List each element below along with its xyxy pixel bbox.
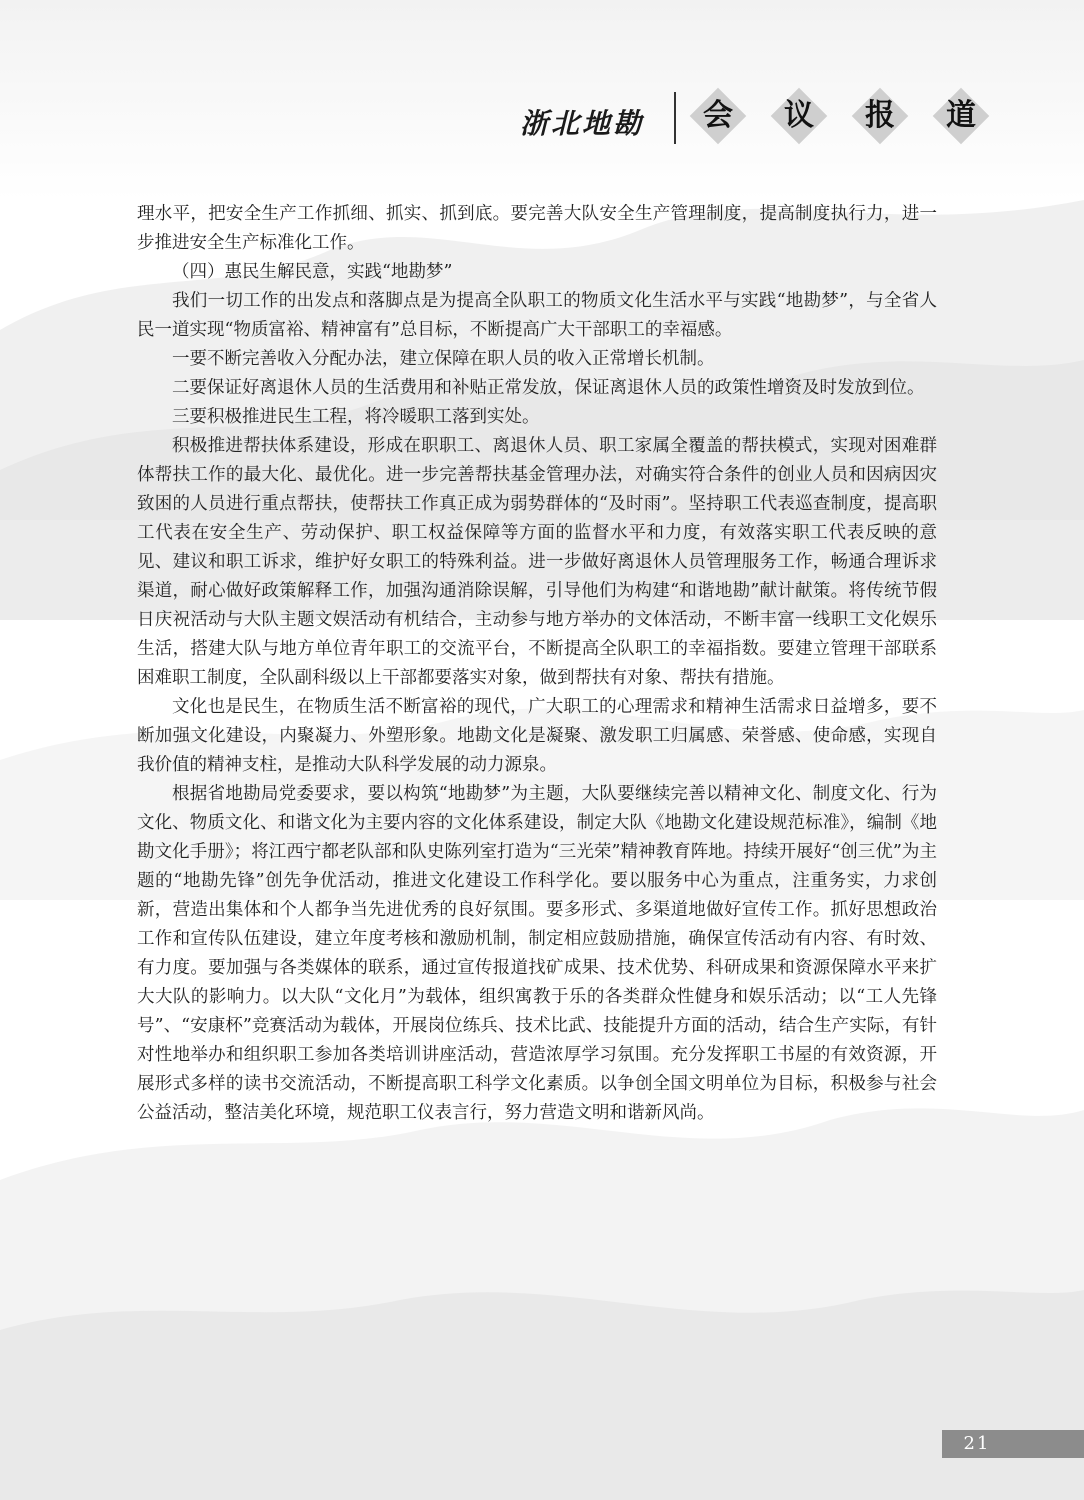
section-char-box bbox=[690, 88, 746, 144]
section-char: 会 bbox=[703, 98, 733, 133]
section-char-box bbox=[852, 88, 908, 144]
page-number: 21 bbox=[963, 1433, 991, 1454]
section-char-box bbox=[771, 88, 827, 144]
section-title bbox=[690, 88, 1014, 144]
paragraph: 文化也是民生，在物质生活不断富裕的现代，广大职工的心理需求和精神生活需求日益增多，要不断加强文化建设，内聚凝力、外塑形象。地勘文化是凝聚、激发职工归属感、荣誉感、使命感，实现自我价值的精神支柱，是推动大队科学发展的动力源泉。 bbox=[137, 697, 937, 775]
magazine-name: 浙北地勘 bbox=[520, 107, 645, 140]
paragraph: 二要保证好离退休人员的生活费用和补贴正常发放，保证离退休人员的政策性增资及时发放到位。 bbox=[172, 378, 925, 398]
section-char: 报 bbox=[865, 98, 895, 133]
section-heading: （四）惠民生解民意，实践“地勘梦” bbox=[172, 262, 453, 282]
section-char: 道 bbox=[946, 98, 976, 133]
page-header bbox=[0, 60, 1084, 170]
paragraph: 一要不断完善收入分配办法，建立保障在职人员的收入正常增长机制。 bbox=[172, 349, 715, 369]
header-divider bbox=[674, 92, 676, 144]
paragraph: 我们一切工作的出发点和落脚点是为提高全队职工的物质文化生活水平与实践“地勘梦”，与全省人民一道实现“物质富裕、精神富有”总目标，不断提高广大干部职工的幸福感。 bbox=[137, 291, 937, 340]
paragraph: 三要积极推进民生工程，将冷暖职工落到实处。 bbox=[172, 407, 540, 427]
section-char-box bbox=[933, 88, 989, 144]
paragraph: 理水平，把安全生产工作抓细、抓实、抓到底。要完善大队安全生产管理制度，提高制度执行力，进一步推进安全生产标准化工作。 bbox=[137, 204, 937, 253]
page-number-box bbox=[942, 1430, 1084, 1458]
article-body bbox=[137, 200, 937, 1128]
paragraph: 积极推进帮扶体系建设，形成在职职工、离退休人员、职工家属全覆盖的帮扶模式，实现对困难群体帮扶工作的最大化、最优化。进一步完善帮扶基金管理办法，对确实符合条件的创业人员和因病因灾致困的人员进行重点帮扶，使帮扶工作真正成为弱势群体的“及时雨”。坚持职工代表巡查制度，提高职工代表在安全生产、劳动保护、职工权益保障等方面的监督水平和力度，有效落实职工代表反映的意见、建议和职工诉求，维护好女职工的特殊利益。进一步做好离退休人员管理服务工作，畅通合理诉求渠道，耐心做好政策解释工作，加强沟通消除误解，引导他们为构建“和谐地勘”献计献策。将传统节假日庆祝活动与大队主题文娱活动有机结合，主动参与地方举办的文体活动，不断丰富一线职工文化娱乐生活，搭建大队与地方单位青年职工的交流平台，不断提高全队职工的幸福指数。要建立管理干部联系困难职工制度，全队副科级以上干部都要落实对象，做到帮扶有对象、帮扶有措施。 bbox=[137, 436, 937, 688]
section-char: 议 bbox=[784, 98, 814, 133]
paragraph: 根据省地勘局党委要求，要以构筑“地勘梦”为主题，大队要继续完善以精神文化、制度文化、行为文化、物质文化、和谐文化为主要内容的文化体系建设，制定大队《地勘文化建设规范标准》，编制《地勘文化手册》；将江西宁都老队部和队史陈列室打造为“三光荣”精神教育阵地。持续开展好“创三优”为主题的“地勘先锋”创先争优活动，推进文化建设工作科学化。要以服务中心为重点，注重务实，力求创新，营造出集体和个人都争当先进优秀的良好氛围。要多形式、多渠道地做好宣传工作。抓好思想政治工作和宣传队伍建设，建立年度考核和激励机制，制定相应鼓励措施，确保宣传活动有内容、有时效、有力度。要加强与各类媒体的联系，通过宣传报道找矿成果、技术优势、科研成果和资源保障水平来扩大大队的影响力。以大队“文化月”为载体，组织寓教于乐的各类群众性健身和娱乐活动；以“工人先锋号”、“安康杯”竞赛活动为载体，开展岗位练兵、技术比武、技能提升方面的活动，结合生产实际，有针对性地举办和组织职工参加各类培训讲座活动，营造浓厚学习氛围。充分发挥职工书屋的有效资源，开展形式多样的读书交流活动，不断提高职工科学文化素质。以争创全国文明单位为目标，积极参与社会公益活动，整洁美化环境，规范职工仪表言行，努力营造文明和谐新风尚。 bbox=[137, 784, 937, 1123]
